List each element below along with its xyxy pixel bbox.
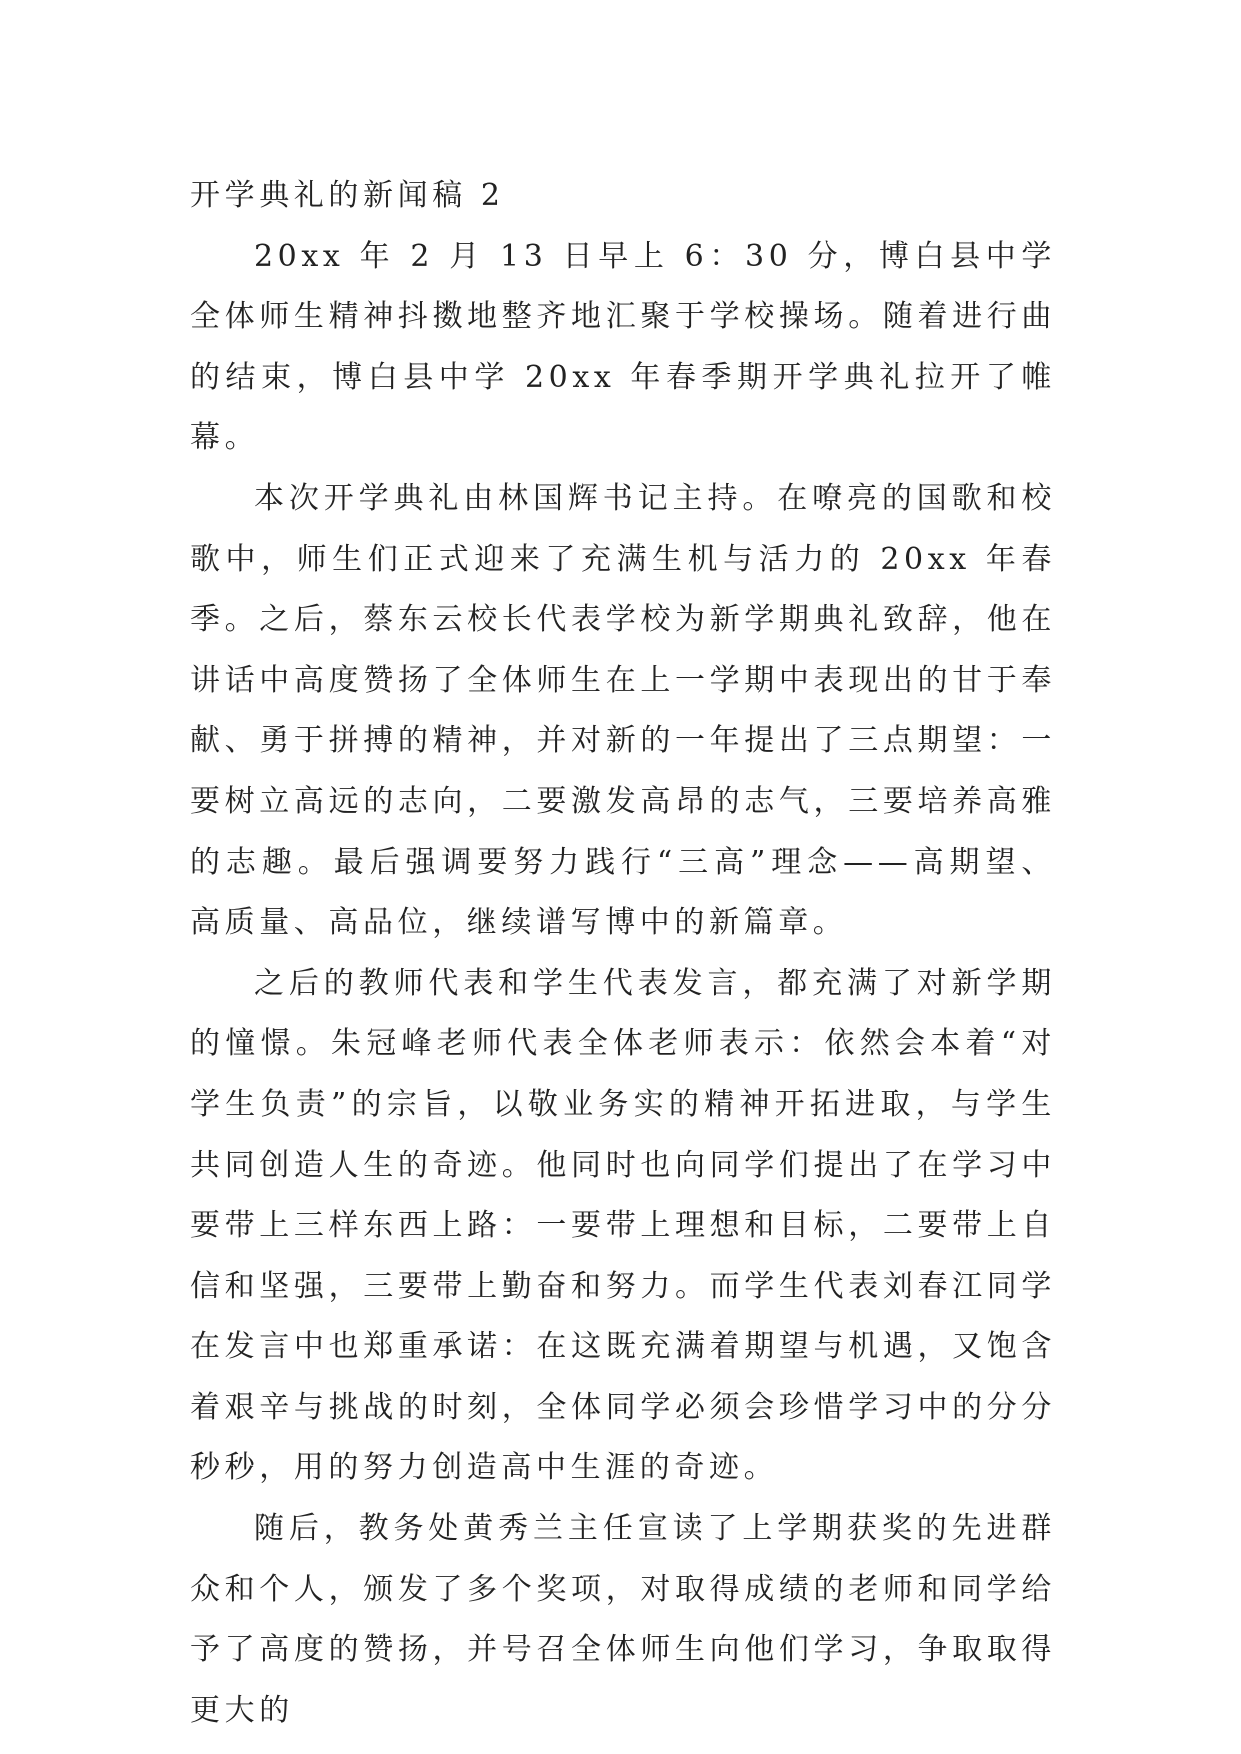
paragraph-3: 之后的教师代表和学生代表发言，都充满了对新学期的憧憬。朱冠峰老师代表全体老师表示：依然会本着“对学生负责”的宗旨，以敬业务实的精神开拓进取，与学生共同创造人生的奇迹。他同时也向同学们提出了在学习中要带上三样东西上路：一要带上理想和目标，二要带上自信和坚强，三要带上勤奋和努力。而学生代表刘春江同学在发言中也郑重承诺：在这既充满着期望与机遇，又饱含着艰辛与挑战的时刻，全体同学必须会珍惜学习中的分分秒秒，用的努力创造高中生涯的奇迹。 (190, 965, 1056, 1486)
paragraph-1: 20xx 年 2 月 13 日早上 6：30 分，博白县中学全体师生精神抖擞地整齐地汇聚于学校操场。随着进行曲的结束，博白县中学 20xx 年春季期开学典礼拉开了帷幕。 (190, 238, 1056, 456)
paragraph-4: 随后，教务处黄秀兰主任宣读了上学期获奖的先进群众和个人，颁发了多个奖项，对取得成绩的老师和同学给予了高度的赞扬，并号召全体师生向他们学习，争取取得更大的 (190, 1511, 1056, 1728)
document-body (190, 166, 1056, 1741)
paragraph-2: 本次开学典礼由林国辉书记主持。在嘹亮的国歌和校歌中，师生们正式迎来了充满生机与活力的 20xx 年春季。之后，蔡东云校长代表学校为新学期典礼致辞，他在讲话中高度赞扬了全体师生在上一学期中表现出的甘于奉献、勇于拼搏的精神，并对新的一年提出了三点期望：一要树立高远的志向，二要激发高昂的志气，三要培养高雅的志趣。最后强调要努力践行“三高”理念——高期望、高质量、高品位，继续谱写博中的新篇章。 (190, 480, 1056, 941)
document-title: 开学典礼的新闻稿 2 (190, 178, 505, 213)
